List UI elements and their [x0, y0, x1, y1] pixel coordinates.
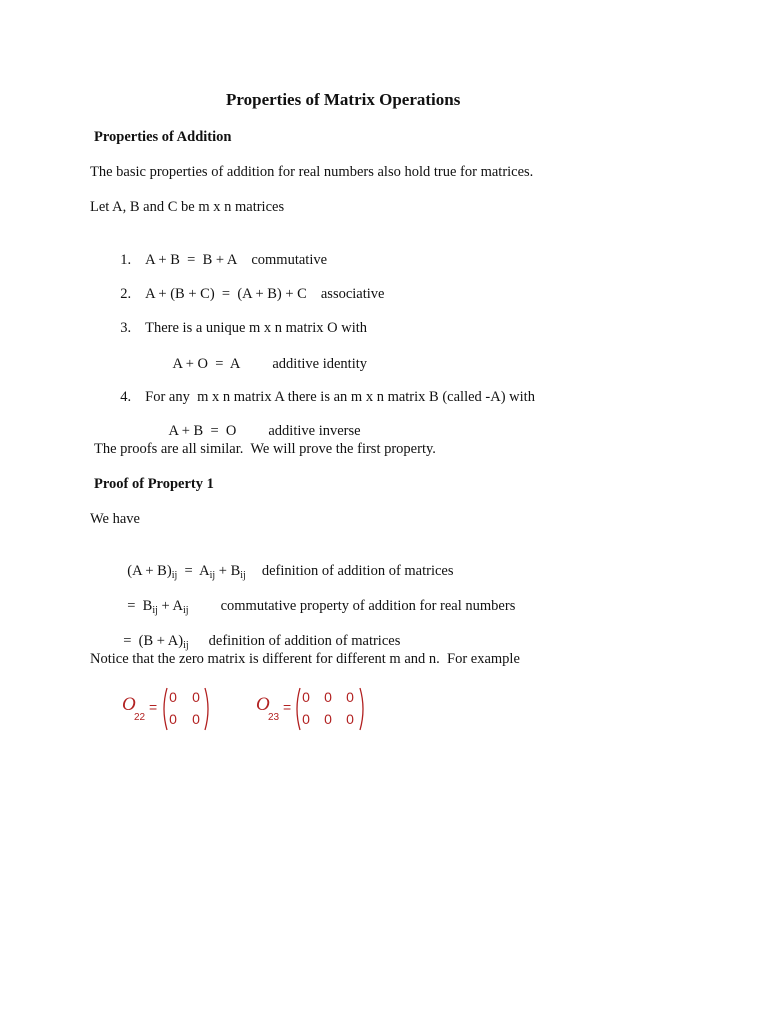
- matrix-cell: 0: [324, 711, 332, 727]
- heading-properties-of-addition: Properties of Addition: [94, 129, 232, 145]
- step-equals: = B: [127, 598, 153, 614]
- matrix-cell: 0: [324, 689, 332, 705]
- property-equation: A + B = B + A: [145, 252, 238, 268]
- matrix-cell: 0: [192, 689, 200, 705]
- matrix-cell: 0: [346, 711, 354, 727]
- page-title: Properties of Matrix Operations: [226, 90, 461, 109]
- identity-line: [166, 337, 367, 373]
- matrix-name: O: [122, 694, 136, 715]
- zero-matrix-2x3: [254, 684, 374, 734]
- matrix-cell: 0: [346, 689, 354, 705]
- step-label: definition of addition of matrices: [261, 563, 454, 579]
- equals-sign: =: [283, 699, 292, 715]
- subscript: ij: [183, 640, 189, 651]
- matrix-cell: 0: [302, 711, 310, 727]
- inverse-equation: A + B = O: [168, 423, 237, 439]
- heading-proof-of-property-1: Proof of Property 1: [94, 476, 214, 492]
- property-label: associative: [320, 286, 385, 302]
- list-number: 4.: [120, 389, 132, 405]
- step-plus: + B: [215, 563, 241, 579]
- list-number: 3.: [120, 320, 132, 336]
- step-equals: = A: [177, 563, 210, 579]
- list-item-3: [113, 301, 367, 337]
- matrix-cell: 0: [302, 689, 310, 705]
- proof-step-3: [116, 614, 400, 655]
- equals-sign: =: [149, 699, 158, 715]
- list-number: 1.: [120, 252, 132, 268]
- step-label: commutative property of addition for real numbers: [220, 598, 516, 614]
- notice-paragraph: Notice that the zero matrix is different for different m and n. For example: [90, 651, 520, 667]
- subscript: ij: [240, 570, 246, 581]
- step-lhs: (A + B): [127, 563, 172, 579]
- let-statement: Let A, B and C be m x n matrices: [90, 199, 285, 215]
- inverse-label: additive inverse: [268, 423, 361, 439]
- step-label: definition of addition of matrices: [208, 633, 401, 649]
- inverse-line: [162, 404, 361, 440]
- property-text: There is a unique m x n matrix O with: [145, 320, 368, 336]
- identity-equation: A + O = A: [172, 356, 241, 372]
- step-equals: = (B + A): [123, 633, 184, 649]
- we-have-text: We have: [90, 511, 140, 527]
- subscript: ij: [171, 570, 178, 581]
- step-plus: + A: [157, 598, 184, 614]
- zero-matrix-2x2: [120, 684, 220, 734]
- property-equation: A + (B + C) = (A + B) + C: [145, 286, 307, 302]
- list-item-4: [113, 370, 535, 406]
- list-item-1: [113, 233, 327, 269]
- subscript: ij: [152, 605, 158, 616]
- subscript: ij: [209, 570, 216, 581]
- intro-paragraph: The basic properties of addition for real numbers also hold true for matrices.: [90, 164, 534, 180]
- list-number: 2.: [120, 286, 132, 302]
- matrix-cell: 0: [169, 711, 177, 727]
- property-label: commutative: [251, 252, 328, 268]
- matrix-name: O: [256, 694, 270, 715]
- matrix-subscript: 23: [268, 712, 280, 723]
- subscript: ij: [183, 605, 189, 616]
- identity-label: additive identity: [272, 356, 368, 372]
- matrix-subscript: 22: [134, 712, 146, 723]
- property-text: For any m x n matrix A there is an m x n matrix B (called -A) with: [145, 389, 535, 405]
- list-item-2: [113, 267, 384, 303]
- matrix-cell: 0: [192, 711, 200, 727]
- matrix-cell: 0: [169, 689, 177, 705]
- proofs-similar-note: The proofs are all similar. We will prove the first property.: [94, 441, 436, 457]
